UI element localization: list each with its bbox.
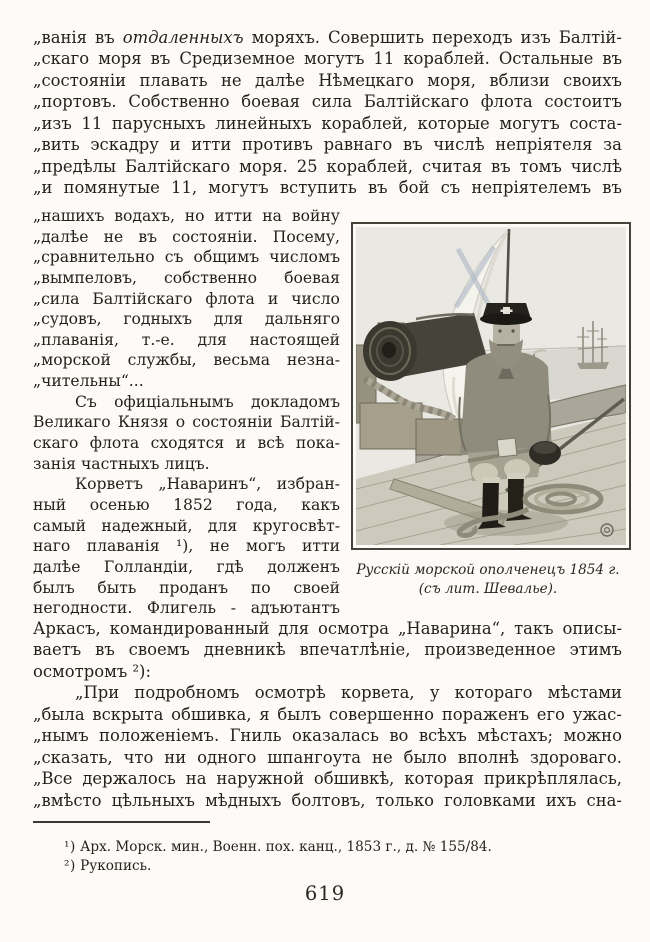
- body-text-bottom: [33, 618, 622, 811]
- text-line: далѣе Голландіи, гдѣ долженъ: [33, 557, 340, 576]
- text-line: „вмѣсто цѣльныхъ мѣдныхъ болтовъ, только головками ихъ сна-: [33, 790, 622, 810]
- text-line: „сказать, что ни одного шпангоута не было вполнѣ здороваго.: [33, 747, 622, 767]
- text-line: „скаго моря въ Средиземное могутъ 11 кораблей. Остальные въ: [33, 49, 622, 69]
- text-line: „чительны“...: [33, 372, 144, 391]
- text-line: „портовъ. Собственно боевая сила Балтійскаго флота состоитъ: [33, 92, 622, 112]
- footnote: [64, 838, 624, 857]
- text-line: „При подробномъ осмотрѣ корвета, у котораго мѣстами: [75, 683, 622, 703]
- body-text-left-column: [33, 206, 340, 619]
- text-line: ваетъ въ своемъ дневникѣ впечатлѣніе, произведенное этимъ: [33, 640, 622, 660]
- illustration-caption: [348, 561, 628, 599]
- text-line: наго плаванія ¹), не могъ итти: [33, 537, 340, 556]
- text-line: „и помянутые 11, могутъ вступить въ бой съ непріятелемъ въ: [33, 178, 622, 198]
- text-line: „изъ 11 парусныхъ линейныхъ кораблей, которые могутъ соста-: [33, 113, 622, 133]
- text-line: былъ быть проданъ по своей: [33, 578, 340, 597]
- text-line: негодности. Флигель - адъютантъ: [33, 599, 340, 618]
- text-line: Аркасъ, командированный для осмотра „Наварина“, такъ описы-: [33, 619, 622, 638]
- text-line: „была вскрыта обшивка, я былъ совершенно пораженъ его ужас-: [33, 704, 622, 724]
- illustration-frame: [351, 222, 631, 550]
- text-line: „вымпеловъ, собственно боевая: [33, 268, 340, 287]
- footnote-marker: ²): [64, 857, 76, 874]
- footnote-text: Арх. Морск. мин., Военн. пох. канц., 1853 г., д. № 155/84.: [75, 839, 492, 855]
- text-line: „сравнительно съ общимъ числомъ: [33, 248, 340, 267]
- text-line: осмотромъ ²):: [33, 661, 151, 681]
- text-line: „предѣлы Балтійскаго моря. 25 кораблей, считая въ томъ числѣ: [33, 156, 622, 176]
- footnote-rule: [33, 821, 210, 823]
- text-line: „вить эскадру и итти противъ равнаго въ числѣ непріятеля за: [33, 135, 622, 155]
- militiaman-lithograph: [356, 227, 626, 545]
- caption-line-1: Русскій морской ополченецъ 1854 г.: [356, 562, 620, 578]
- text-line: „судовъ, годныхъ для дальняго: [33, 310, 340, 329]
- footnotes: [64, 838, 624, 875]
- footnote-marker: ¹): [64, 839, 76, 855]
- text-line: „нымъ положеніемъ. Гниль оказалась во всѣхъ мѣстахъ; можно: [33, 726, 622, 746]
- text-line: „сила Балтійскаго флота и число: [33, 289, 340, 308]
- text-line: „далѣе не въ состояніи. Посему,: [33, 227, 340, 246]
- text-line: „состояніи плавать не далѣе Нѣмецкаго моря, вблизи своихъ: [33, 70, 622, 90]
- text-line: „нашихъ водахъ, но итти на войну: [33, 207, 340, 225]
- text-line: Съ офиціальнымъ докладомъ: [75, 392, 340, 411]
- text-line: скаго флота сходятся и всѣ пока-: [33, 434, 340, 453]
- text-line: Великаго Князя о состояніи Балтій-: [33, 413, 340, 432]
- text-line: занія частныхъ лицъ.: [33, 454, 210, 473]
- text-line: самый надежный, для кругосвѣт-: [33, 516, 340, 535]
- text-line: „Все держалось на наружной обшивкѣ, которая прикрѣплялась,: [33, 769, 622, 789]
- text-line: ный осенью 1852 года, какъ: [33, 495, 340, 514]
- text-line: „морской службы, весьма незна-: [33, 351, 340, 370]
- body-text-top: [33, 27, 622, 199]
- footnote-text: Рукопись.: [75, 857, 152, 874]
- text-line: „плаванія, т.-е. для настоящей: [33, 330, 340, 349]
- footnote: [64, 857, 624, 876]
- text-line: „ванія въ отдаленныхъ моряхъ. Совершить переходъ изъ Балтій-: [33, 28, 622, 47]
- text-line: Корветъ „Наваринъ“, избран-: [75, 475, 340, 494]
- page-number: 619: [304, 882, 346, 905]
- caption-line-2: (съ лит. Шевалье).: [418, 581, 558, 597]
